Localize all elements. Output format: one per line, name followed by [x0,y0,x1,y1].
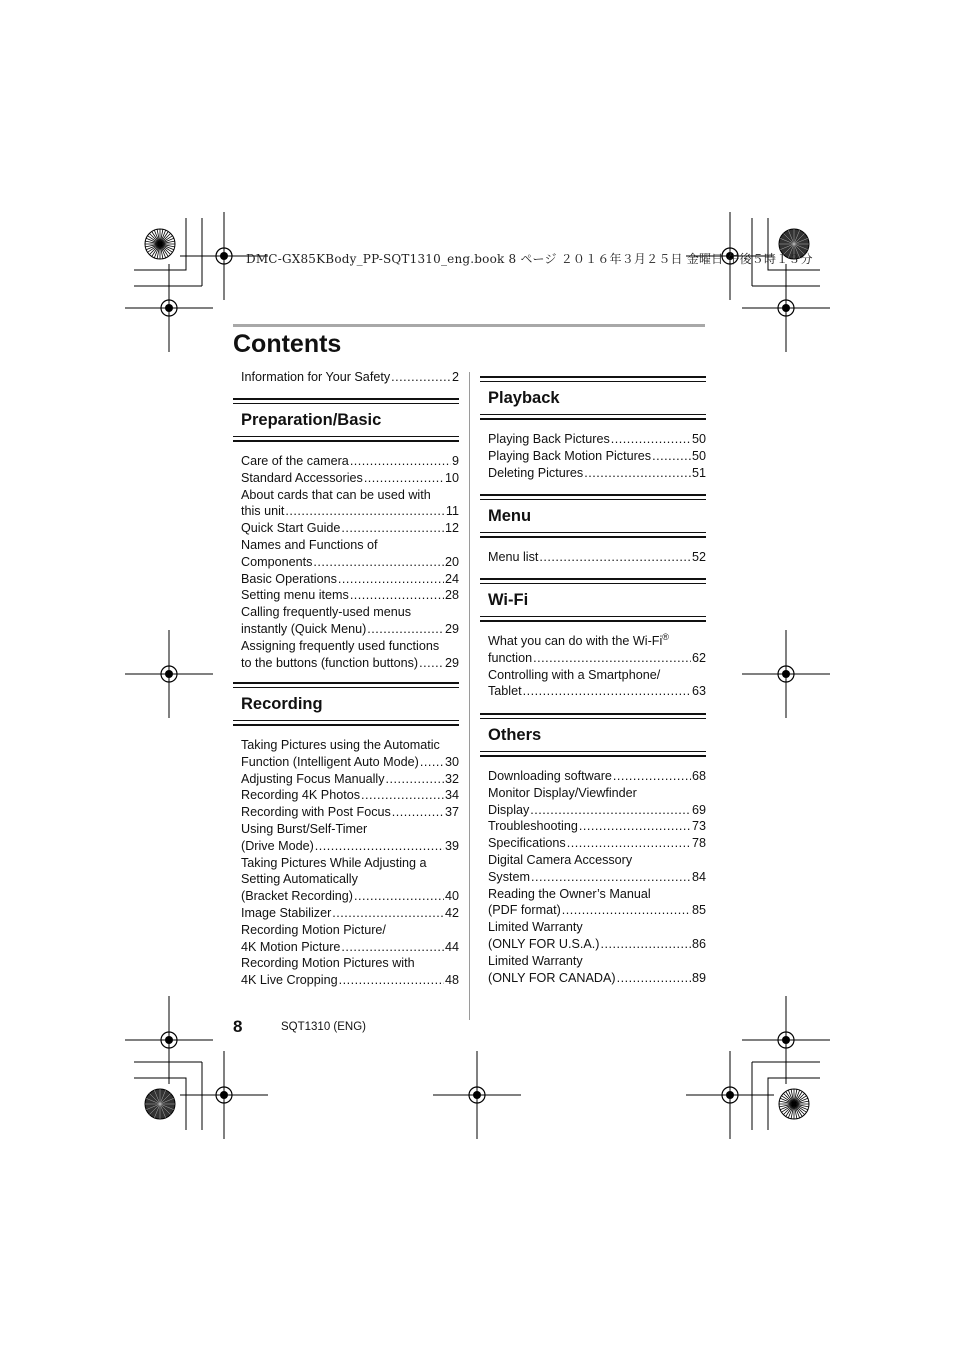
leader-dots [419,655,444,672]
toc-entry-safety[interactable] [241,369,459,386]
entry-title-line: Troubleshooting [488,819,578,834]
toc-entry[interactable] [488,785,706,819]
entry-title-line: Playing Back Motion Pictures [488,448,652,463]
toc-entry[interactable] [241,453,459,470]
leader-dots [613,768,691,785]
toc-entry[interactable] [241,855,459,905]
toc-entry[interactable] [241,520,459,537]
entry-title-line: Recording with Post Focus [241,805,391,820]
entry-title-line: Specifications [488,836,566,851]
entry-title-line: (Drive Mode) [241,838,314,853]
entry-page: 24 [444,571,459,586]
entry-title-line: Basic Operations [241,571,337,586]
entry-title-line: Setting menu items [241,588,349,603]
entry-title-line: Standard Accessories [241,470,363,485]
entry-title-line: Downloading software [488,769,612,783]
entry-page: 29 [444,621,459,636]
entry-page: 51 [691,465,706,480]
toc-entry[interactable] [241,470,459,487]
entry-title-line: Playing Back Pictures [488,432,610,446]
leader-dots [367,621,444,638]
entry-title-line: Taking Pictures While Adjusting a [241,855,427,870]
entry-title-line: instantly (Quick Menu) [241,621,367,636]
entry-page: 50 [691,432,706,446]
entry-title-line: Digital Camera Accessory [488,853,633,867]
entry-page: 11 [445,504,459,519]
toc-entry[interactable] [488,667,706,701]
entry-page: 84 [691,869,706,884]
page-number: 8 [233,1017,243,1036]
toc-entry[interactable] [241,922,459,956]
entry-title-line: Image Stabilizer [241,906,332,920]
entry-page: 29 [444,655,459,670]
entry-title-line: Adjusting Focus Manually [241,771,385,786]
entry-title-line: (PDF format) [488,903,561,918]
entry-page: 10 [444,470,459,485]
leader-dots [338,571,444,588]
entry-page: 63 [691,684,706,699]
entry-title-line: What you can do with the Wi-Fi® [488,631,669,648]
section-title: Wi-Fi [488,591,529,609]
entry-page: 12 [444,521,459,536]
toc-entry[interactable] [488,835,706,852]
leader-dots [523,683,691,700]
entry-title-line: Setting Automatically [241,872,358,887]
toc-entry[interactable] [241,955,459,989]
entry-title-line: Controlling with a Smartphone/ [488,667,661,682]
entry-title-line: 4K Live Cropping [241,973,338,988]
entry-page: 73 [691,819,706,834]
entry-page: 86 [691,936,706,951]
leader-dots [339,972,444,989]
right-column [480,0,704,1348]
entry-title-line: Recording 4K Photos [241,788,361,803]
leader-dots [530,802,691,819]
entry-title-line: Menu list [488,550,539,564]
leader-dots [562,902,691,919]
toc-entry[interactable] [241,771,459,788]
leader-dots [364,470,444,487]
entry-page: 32 [444,771,459,786]
entry-title-line: Function (Intelligent Auto Mode) [241,754,419,769]
toc-entry[interactable] [241,537,459,571]
toc-entry[interactable] [488,448,706,465]
leader-dots [539,549,691,566]
toc-entry[interactable] [241,587,459,604]
toc-entry[interactable] [488,852,706,886]
leader-dots [531,869,691,886]
leader-dots [611,431,691,448]
entry-page: 40 [444,889,459,904]
leader-dots [584,465,691,482]
toc-entry[interactable] [488,465,706,482]
section-header-others [480,713,706,759]
entry-title-line: (ONLY FOR U.S.A.) [488,936,600,951]
entry-title-line: Display [488,802,530,817]
leader-dots [361,787,444,804]
toc-entry[interactable] [488,953,706,987]
entry-page: 37 [444,805,459,820]
entry-page: 2 [451,370,459,384]
entry-page: 50 [691,448,706,463]
leader-dots [392,804,444,821]
section-title: Preparation/Basic [241,411,382,429]
leader-dots [567,835,691,852]
toc-entry[interactable] [241,905,459,922]
leader-dots [354,888,444,905]
entry-title-line: System [488,869,530,884]
entry-page: 30 [444,754,459,769]
toc-entry[interactable] [488,549,706,566]
leader-dots [341,520,444,537]
section-title: Menu [488,507,532,525]
entry-page: 62 [691,650,706,665]
leader-dots [285,503,445,520]
toc-entry[interactable] [241,787,459,804]
entry-title-line: (ONLY FOR CANADA) [488,970,616,985]
entry-title: Information for Your Safety [241,370,391,384]
entry-title-line: Assigning frequently used functions [241,638,440,653]
entry-title-line: About cards that can be used with [241,487,431,502]
entry-title-line: (Bracket Recording) [241,889,353,904]
toc-entry[interactable] [488,919,706,953]
column-divider [469,372,470,1020]
leader-dots [341,939,444,956]
entry-title-line: Taking Pictures using the Automatic [241,738,440,752]
entry-page: 42 [444,906,459,920]
page-title: Contents [233,330,342,358]
leader-dots [332,905,444,922]
entry-title-line: Names and Functions of [241,538,378,552]
entry-title-line: Recording Motion Picture/ [241,922,386,937]
toc-entry[interactable] [488,633,706,667]
entry-title-line: Calling frequently-used menus [241,605,412,620]
entry-page: 89 [691,970,706,985]
section-header-wifi [480,578,706,624]
toc-entry[interactable] [488,818,706,835]
section-title: Others [488,726,542,744]
entry-title-line: Deleting Pictures [488,465,584,480]
entry-title-line: Care of the camera [241,454,349,468]
entry-title-line: Quick Start Guide [241,521,341,536]
print-header: DMC-GX85KBody_PP-SQT1310_eng.book 8 ページ ２０１６年３月２５日 金曜日 午後５時１３分 [246,252,813,266]
entry-page: 9 [451,454,459,468]
entry-page: 85 [691,903,706,918]
toc-entry[interactable] [241,487,459,521]
toc-entry[interactable] [241,804,459,821]
leader-dots [386,771,444,788]
toc-entry[interactable] [488,886,706,920]
section-title: Playback [488,389,560,407]
entry-page: 78 [691,836,706,851]
leader-dots [652,448,691,465]
entry-page: 48 [444,973,459,988]
section-header-recording [233,682,459,728]
entry-title-line: Using Burst/Self-Timer [241,822,368,836]
entry-title-line: this unit [241,504,285,519]
leader-dots [350,587,444,604]
leader-dots [601,936,691,953]
toc-entry[interactable] [241,638,459,672]
section-header-playback [480,376,706,422]
entry-title-line: Limited Warranty [488,920,583,935]
section-header-preparation [233,398,459,444]
entry-title-line: to the buttons (function buttons) [241,655,419,670]
entry-title-line: Recording Motion Pictures with [241,956,415,971]
toc-entry[interactable] [241,737,459,771]
entry-title-line: Limited Warranty [488,953,583,968]
leader-dots [617,970,691,987]
toc-entry[interactable] [488,431,706,448]
left-column [233,0,457,1348]
entry-title-line: Reading the Owner’s Manual [488,886,651,901]
section-header-menu [480,494,706,540]
entry-page: 68 [691,769,706,783]
entry-title-line: Components [241,554,313,569]
entry-page: 20 [444,554,459,569]
entry-title-line: function [488,650,533,665]
entry-page: 52 [691,550,706,564]
section-title: Recording [241,695,323,713]
entry-page: 28 [444,588,459,603]
entry-page: 34 [444,788,459,803]
entry-page: 39 [444,838,459,853]
leader-dots [420,754,444,771]
leader-dots [315,838,444,855]
leader-dots [533,650,691,667]
leader-dots [313,554,444,571]
entry-title-line: 4K Motion Picture [241,939,341,954]
entry-page: 44 [444,939,459,954]
leader-dots [350,453,451,470]
toc-entry[interactable] [241,571,459,588]
document-code: SQT1310 (ENG) [281,1021,366,1033]
toc-entry[interactable] [241,604,459,638]
entry-title-line: Monitor Display/Viewfinder [488,785,637,800]
toc-entry[interactable] [488,768,706,785]
entry-page: 69 [691,802,706,817]
toc-entry[interactable] [241,821,459,855]
leader-dots [579,818,691,835]
entry-title-line: Tablet [488,684,522,699]
